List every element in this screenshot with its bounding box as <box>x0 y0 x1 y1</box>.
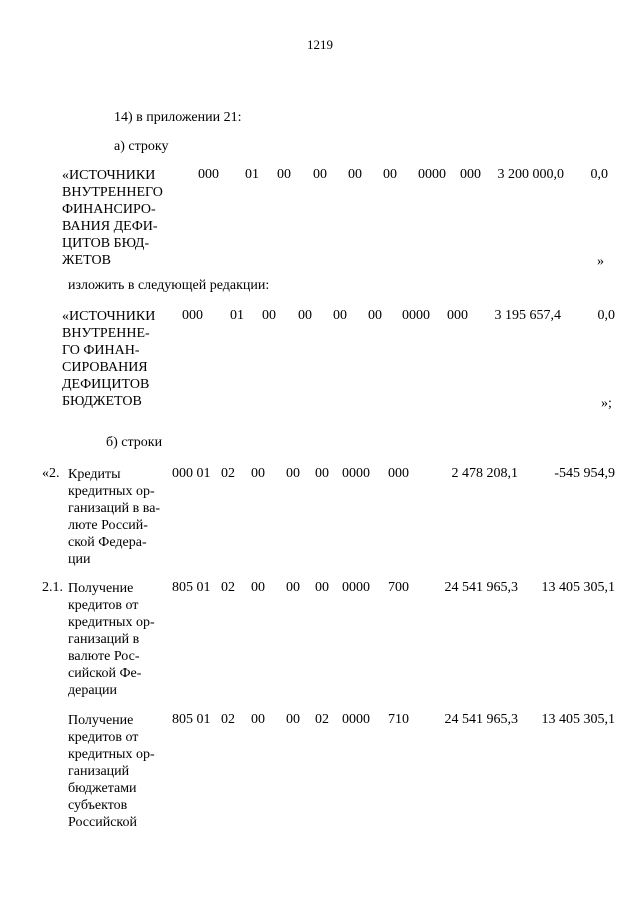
new-row-value1: 3 195 657,4 <box>494 308 561 323</box>
row-code: 000 01 <box>172 466 211 481</box>
old-row-code: 01 <box>245 167 259 182</box>
row-value1: 24 541 965,3 <box>444 712 518 727</box>
old-row-name: «ИСТОЧНИКИ ВНУТРЕННЕГО ФИНАНСИРО- ВАНИЯ ДЕФИ- ЦИТОВ БЮД- ЖЕТОВ <box>62 168 163 268</box>
row-code: 0000 <box>342 466 370 481</box>
old-row-code: 00 <box>383 167 397 182</box>
row-code: 00 <box>251 466 265 481</box>
new-row-close-quote: »; <box>601 396 612 411</box>
new-row-code: 000 <box>182 308 203 323</box>
row-code: 0000 <box>342 580 370 595</box>
row-code: 710 <box>388 712 409 727</box>
old-row-code: 000 <box>460 167 481 182</box>
row-name: Кредиты кредитных ор- ганизаций в ва- люте Россий- ской Федера- ции <box>68 467 161 567</box>
row-code: 02 <box>221 466 235 481</box>
row-code: 0000 <box>342 712 370 727</box>
row-code: 700 <box>388 580 409 595</box>
new-row-code: 00 <box>298 308 312 323</box>
row-value2: 13 405 305,1 <box>541 580 615 595</box>
row-code: 00 <box>315 580 329 595</box>
new-row-value2: 0,0 <box>597 308 615 323</box>
old-row-value2: 0,0 <box>590 167 608 182</box>
row-code: 00 <box>251 712 265 727</box>
subitem-a: а) строку <box>114 139 169 154</box>
old-row-close-quote: » <box>597 254 604 269</box>
row-code: 00 <box>315 466 329 481</box>
row-code: 000 <box>388 466 409 481</box>
row-code: 00 <box>286 466 300 481</box>
new-row-code: 01 <box>230 308 244 323</box>
page-number: 1219 <box>307 37 333 52</box>
row-value2: -545 954,9 <box>554 466 615 481</box>
new-row-code: 00 <box>368 308 382 323</box>
amendment-item: 14) в приложении 21: <box>114 110 242 125</box>
row-value1: 24 541 965,3 <box>444 580 518 595</box>
row-code: 00 <box>251 580 265 595</box>
row-value1: 2 478 208,1 <box>451 466 518 481</box>
row-code: 805 01 <box>172 712 211 727</box>
old-row-code: 00 <box>277 167 291 182</box>
row-code: 805 01 <box>172 580 211 595</box>
old-row-code: 0000 <box>418 167 446 182</box>
new-row-code: 00 <box>262 308 276 323</box>
old-row-value1: 3 200 000,0 <box>497 167 564 182</box>
new-row-code: 00 <box>333 308 347 323</box>
old-row-code: 00 <box>348 167 362 182</box>
row-code: 00 <box>286 712 300 727</box>
row-code: 02 <box>315 712 329 727</box>
new-row-code: 0000 <box>402 308 430 323</box>
new-row-name: «ИСТОЧНИКИ ВНУТРЕННЕ- ГО ФИНАН- СИРОВАНИЯ ДЕФИЦИТОВ БЮДЖЕТОВ <box>62 309 156 409</box>
row-code: 02 <box>221 712 235 727</box>
new-row-code: 000 <box>447 308 468 323</box>
row-name: Получение кредитов от кредитных ор- ганизаций в валюте Рос- сийской Фе- дерации <box>68 581 155 698</box>
row-code: 02 <box>221 580 235 595</box>
row-prefix: «2. <box>42 466 60 481</box>
row-name: Получение кредитов от кредитных ор- ганизаций бюджетами субъектов Российской <box>68 713 155 830</box>
subitem-b: б) строки <box>106 435 163 450</box>
old-row-code: 000 <box>198 167 219 182</box>
row-code: 00 <box>286 580 300 595</box>
row-value2: 13 405 305,1 <box>541 712 615 727</box>
replace-text: изложить в следующей редакции: <box>68 278 270 293</box>
row-prefix: 2.1. <box>42 580 63 595</box>
old-row-code: 00 <box>313 167 327 182</box>
